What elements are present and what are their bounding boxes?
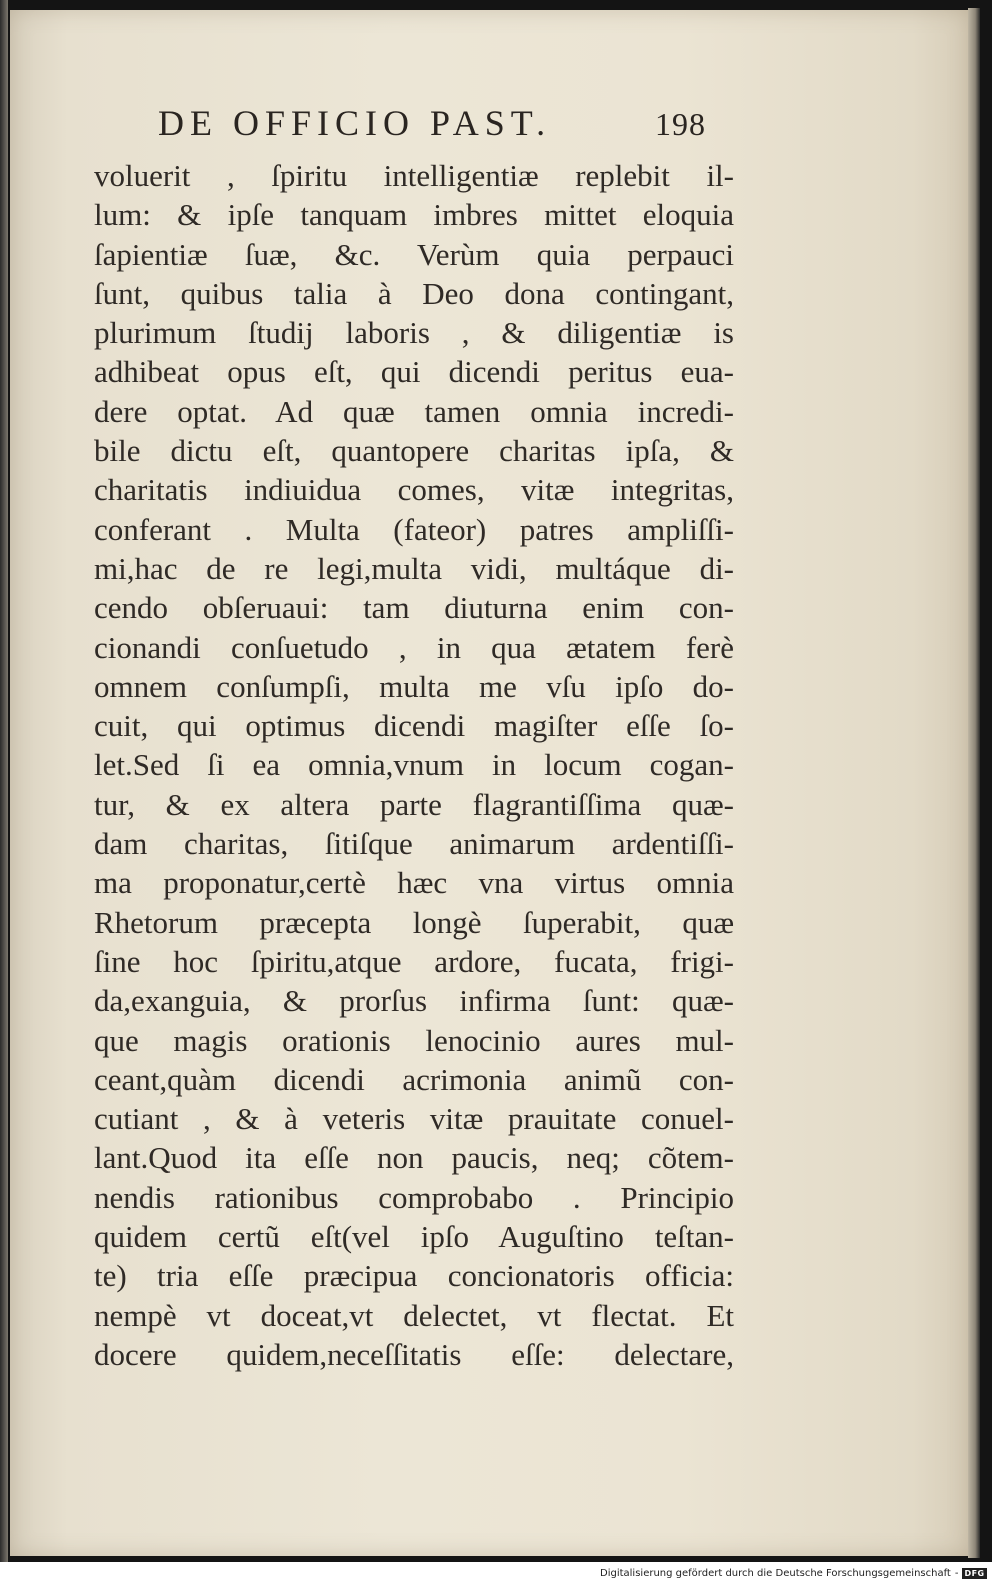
text-line: da,exanguia, & prorſus infirma ſunt: quæ- (94, 983, 734, 1019)
text-line: tur, & ex altera parte flagrantiſſima quæ- (94, 786, 734, 822)
dfg-logo: DFG (964, 1568, 985, 1578)
text-line: dere optat. Ad quæ tamen omnia incredi- (94, 393, 734, 429)
text-line: cuit, qui optimus dicendi magiſter eſſe ſo- (94, 708, 734, 744)
text-line: lum: & ipſe tanquam imbres mittet eloquia (94, 197, 734, 233)
text-line: adhibeat opus eſt, qui dicendi peritus eua- (94, 354, 734, 390)
text-line: quidem certũ eſt(vel ipſo Auguſtino teſtan- (94, 1219, 734, 1255)
text-line: charitatis indiuidua comes, vitæ integritas, (94, 472, 734, 508)
text-line: lant.Quod ita eſſe non paucis, neq; cõtem- (94, 1140, 734, 1176)
text-line: nempè vt doceat,vt delectet, vt flectat. Et (94, 1297, 734, 1333)
footer-credit-text: Digitalisierung gefördert durch die Deutsche Forschungsgemeinschaft (600, 1567, 951, 1579)
text-line: bile dictu eſt, quantopere charitas ipſa, & (94, 433, 734, 469)
text-line: dam charitas, ſitiſque animarum ardentiſſi- (94, 826, 734, 862)
text-line: omnem conſumpſi, multa me vſu ipſo do- (94, 668, 734, 704)
text-line: mi,hac de re legi,multa vidi, multáque di- (94, 550, 734, 586)
text-line: ceant,quàm dicendi acrimonia animũ con- (94, 1061, 734, 1097)
text-line: que magis orationis lenocinio aures mul- (94, 1022, 734, 1058)
running-title: DE OFFICIO PAST. (158, 103, 552, 143)
text-line: ma proponatur,certè hæc vna virtus omnia (94, 865, 734, 901)
body-text (94, 156, 734, 1374)
text-line: nendis rationibus comprobabo . Principio (94, 1179, 734, 1215)
text-line: let.Sed ſi ea omnia,vnum in locum cogan- (94, 747, 734, 783)
running-head (158, 102, 718, 154)
text-line: ſapientiæ ſuæ, &c. Verùm quia perpauci (94, 236, 734, 272)
text-line: ſunt, quibus talia à Deo dona contingant, (94, 275, 734, 311)
text-line: conferant . Multa (fateor) patres ampliſſi- (94, 511, 734, 547)
text-line: ſine hoc ſpiritu,atque ardore, fucata, frigi- (94, 943, 734, 979)
page-number: 198 (655, 106, 706, 142)
text-line: cutiant , & à veteris vitæ prauitate conuel- (94, 1101, 734, 1137)
text-line: voluerit , ſpiritu intelligentiæ replebit il- (94, 158, 734, 193)
text-line: docere quidem,neceſſitatis eſſe: delectare, (94, 1336, 734, 1372)
text-line: Rhetorum præcepta longè ſuperabit, quæ (94, 904, 734, 940)
book-page (10, 10, 970, 1556)
page-edge (968, 8, 980, 1558)
text-line: cionandi conſuetudo , in qua ætatem ferè (94, 629, 734, 665)
binding-shadow (0, 0, 8, 1562)
footer-separator: - (954, 1567, 959, 1579)
footer-credit (600, 1566, 1000, 1580)
text-line: te) tria eſſe præcipua concionatoris officia: (94, 1258, 734, 1294)
text-line: plurimum ſtudij laboris , & diligentiæ is (94, 315, 734, 351)
text-line: cendo obſeruaui: tam diuturna enim con- (94, 590, 734, 626)
